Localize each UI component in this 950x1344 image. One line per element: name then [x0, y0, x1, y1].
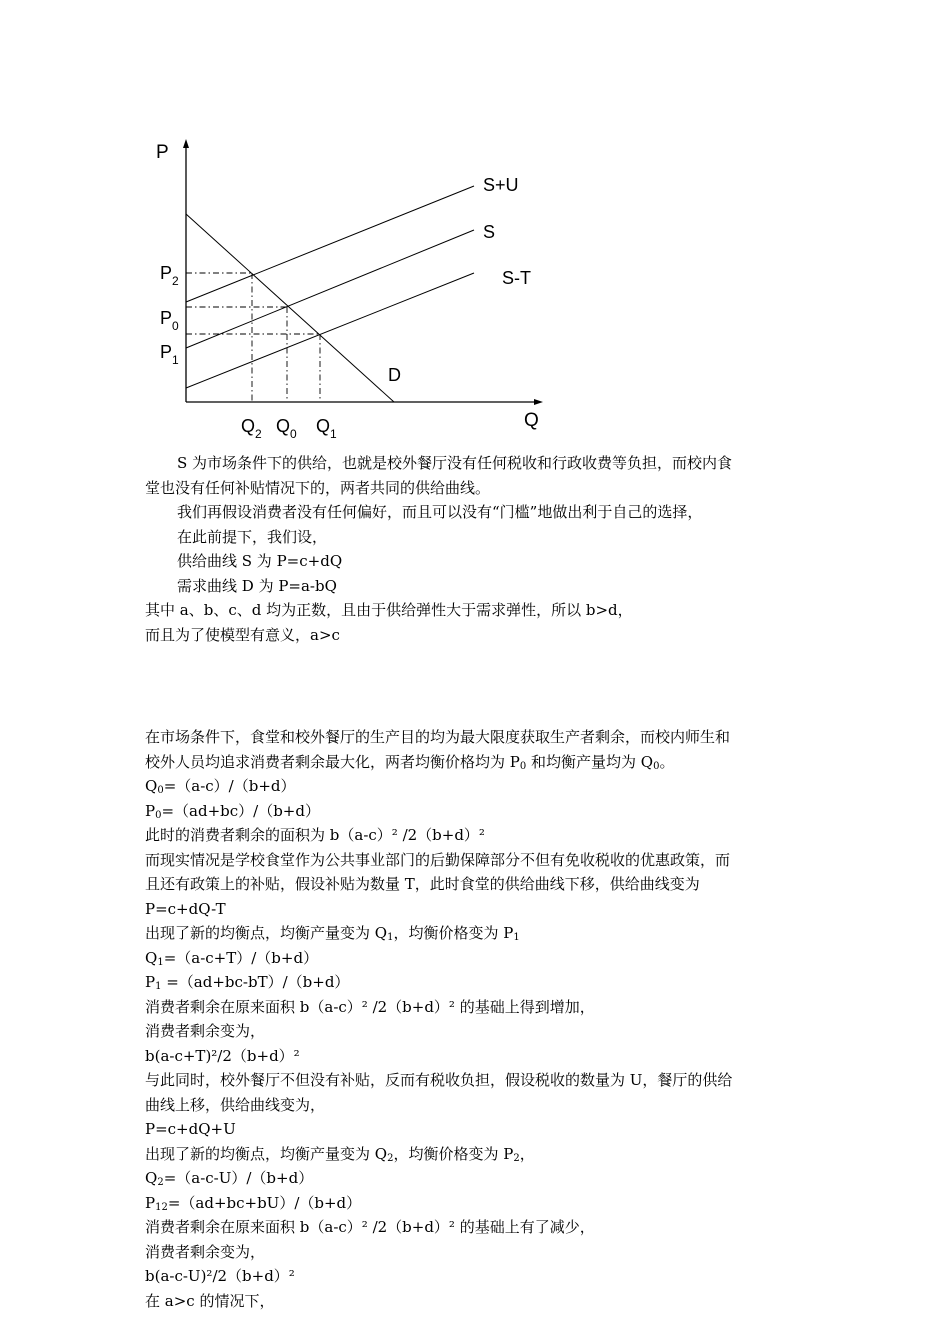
paragraph-line: S 为市场条件下的供给，也就是校外餐厅没有任何税收和行政收费等负担，而校内食: [177, 454, 733, 472]
paragraph-line: 消费者剩余在原来面积 b（a-c）² /2（b+d）² 的基础上有了减少，: [145, 1218, 595, 1236]
price-axis-label: P: [156, 142, 169, 163]
label-d: D: [388, 365, 401, 385]
formula-supply-plus-u: P=c+dQ+U: [145, 1120, 236, 1138]
formula-p0: $P_0=(ad+bc)/(b+d)$: [145, 801, 320, 821]
formula-q0: $Q_0=(a-c)/(b+d)$: [145, 777, 296, 796]
supply-equation-line: 供给曲线 S 为 P=c+dQ: [177, 552, 343, 570]
label-s-minus-t: S-T: [502, 268, 531, 288]
paragraph-line: 消费者剩余变为，: [145, 1022, 266, 1040]
paragraph-line: 且还有政策上的补贴，假设补贴为数量 T，此时食堂的供给曲线下移，供给曲线变为: [145, 875, 700, 893]
formula-p1: $P_1 =(ad+bc-bT)/(b+d)$: [145, 973, 350, 992]
paragraph-line: 消费者剩余变为，: [145, 1242, 266, 1261]
label-p1: $P_1$: [160, 342, 179, 367]
quantity-axis-arrow: [534, 399, 543, 405]
supply-curve-s-plus-u: [186, 186, 474, 302]
label-p2: $P_2$: [160, 263, 179, 288]
paragraph-line: 在此前提下，我们设，: [177, 527, 328, 546]
paragraph-line: 堂也没有任何补贴情况下的，两者共同的供给曲线。: [145, 478, 491, 497]
paragraph-line: 在市场条件下，食堂和校外餐厅的生产目的均为最大限度获取生产者剩余，而校内师生和: [145, 728, 731, 746]
price-axis-arrow: [183, 139, 189, 148]
label-s-plus-u: S+U: [483, 175, 519, 195]
paragraph-line: 我们再假设消费者没有任何偏好，而且可以没有“门槛”地做出利于自己的选择，: [177, 503, 703, 521]
label-s: S: [483, 222, 496, 242]
paragraph-line: 在 a>c 的情况下，: [145, 1291, 275, 1310]
formula-supply-minus-t: P=c+dQ-T: [145, 899, 226, 918]
paragraph-line: 校外人员均追求消费者剩余最大化，两者均衡价格均为 $P_0$ 和均衡产量均为 $Q_0$。: [145, 752, 675, 772]
paragraph-line: 而现实情况是学校食堂作为公共事业部门的后勤保障部分不但有免收税收的优惠政策，而: [145, 850, 731, 869]
label-q0: $Q_0$: [276, 416, 297, 441]
formula-surplus-u: b(a-c-U)²/2（b+d）²: [145, 1267, 295, 1285]
quantity-axis-label: Q: [524, 410, 539, 431]
supply-demand-figure: [140, 130, 560, 454]
label-q1: $Q_1$: [316, 416, 337, 441]
paragraph-line: 出现了新的均衡点，均衡产量变为 $Q_2$，均衡价格变为 $P_2$，: [145, 1144, 535, 1164]
formula-q1: $Q_1=(a-c+T)/(b+d)$: [145, 948, 319, 968]
paragraph-line: 其中 a、b、c、d 均为正数，且由于供给弹性大于需求弹性，所以 b>d，: [145, 601, 633, 619]
formula-surplus-t: b(a-c+T)²/2（b+d）²: [145, 1046, 300, 1065]
paragraph-line: 而且为了使模型有意义，a>c: [145, 625, 340, 644]
formula-q2: $Q_2=(a-c-U)/(b+d)$: [145, 1169, 314, 1188]
paragraph-line: 消费者剩余在原来面积 b（a-c）² /2（b+d）² 的基础上得到增加，: [145, 997, 595, 1016]
formula-p12: $P_{12}=(ad+bc+bU)/(b+d)$: [145, 1193, 362, 1213]
supply-demand-diagram: [140, 130, 560, 450]
label-q2: $Q_2$: [241, 416, 262, 441]
demand-curve: [186, 214, 394, 402]
paragraph-line: 此时的消费者剩余的面积为 b（a-c）² /2（b+d）²: [145, 826, 485, 844]
label-p0: $P_0$: [160, 308, 179, 333]
paragraph-line: 与此同时，校外餐厅不但没有补贴，反而有税收负担，假设税收的数量为 U，餐厅的供给: [145, 1071, 733, 1089]
paragraph-line: 出现了新的均衡点，均衡产量变为 $Q_1$，均衡价格变为 $P_1$: [145, 924, 520, 943]
paragraph-line: 曲线上移，供给曲线变为，: [145, 1095, 326, 1114]
demand-equation-line: 需求曲线 D 为 P=a-bQ: [177, 576, 337, 595]
